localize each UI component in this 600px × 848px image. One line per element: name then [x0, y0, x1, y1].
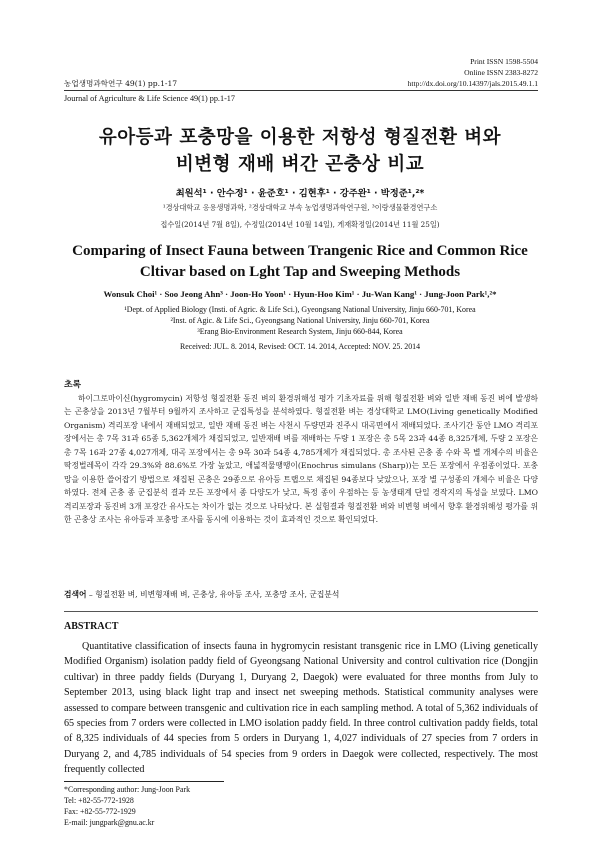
doi-link[interactable]: http://dx.doi.org/10.14397/jals.2015.49.1.1 [407, 79, 538, 88]
abstract-english-body: Quantitative classification of insects fauna in hygromycin resistant transgenic rice in LMO (Living genetically Modified Organism) isolation paddy field of Gyeongsang National University and control cultivation rice (Dongjin cultivar) in three paddy fields (Duryang 1, Duryang 2, Daegok) were evaluated for three months from July to September 2013, using black light trap and insect net sweeping methods. Statistical community analyses were assessed to compare between transgenic and cultivation rice in each sampling method. A total of 5,362 individuals of 65 species from 7 orders were collected in LMO isolation paddy field. In three control cultivation paddy fields, total of 8,325 individuals of 44 species from 5 orders in Duryang 1, 4,027 individuals of 27 species from 7 orders in Duryang 2, and 4,785 individuals of 54 species from 9 orders in Daegok were collected, respectively. The most frequently collected [64, 641, 538, 776]
online-issn: Online ISSN 2383-8272 [464, 68, 538, 77]
abstract-english-heading: ABSTRACT [64, 621, 119, 632]
affiliation-english-3: ³Erang Bio-Environment Research System, Jinju 660-844, Korea [197, 327, 403, 336]
section-divider [64, 611, 538, 612]
title-english-line2: Cltivar based on Lght Tap and Sweeping Methods [139, 264, 461, 280]
title-korean-line2: 비변형 재배 벼간 곤충상 비교 [175, 154, 425, 175]
keywords-korean-label: 검색어 [64, 590, 87, 599]
footnote-rule [64, 781, 224, 782]
corresponding-author: *Corresponding author: Jung-Joon Park [64, 785, 191, 794]
affiliations-korean: ¹경상대학교 응용생명과학, ²경상대학교 부속 농업생명과학연구원, ³이랑생물환경연구소 [162, 203, 438, 212]
journal-korean-citation: 농업생명과학연구 49(1) pp.1-17 [64, 79, 178, 88]
authors-english: Wonsuk Choi¹ · Soo Jeong Ahn³ · Joon-Ho Yoon¹ · Hyun-Hoo Kim¹ · Ju-Wan Kang¹ · Jung-Joon Park¹,²* [103, 289, 497, 299]
keywords-korean-text: – 형질전환 벼, 비변형재배 벼, 곤충상, 유아등 조사, 포충망 조사, 군집분석 [86, 590, 340, 599]
affiliation-english-2: ²Inst. of Agic. & Life Sci., Gyeongsang National University, Jinju 660-701, Korea [170, 316, 430, 325]
abstract-korean-heading: 초록 [64, 380, 81, 390]
dates-korean: 접수일(2014년 7월 8일), 수정일(2014년 10월 14일), 게재확정일(2014년 11월 25일) [160, 220, 440, 229]
title-korean-line1: 유아등과 포충망을 이용한 저항성 형질전환 벼와 [98, 127, 502, 148]
print-issn: Print ISSN 1598-5504 [470, 57, 538, 66]
footnote-email[interactable]: E-mail: jungpark@gnu.ac.kr [64, 818, 155, 827]
affiliation-english-1: ¹Dept. of Applied Biology (Insti. of Agric. & Life Sci.), Gyeongsang National University, Jinju 660-701, Korea [124, 305, 476, 314]
footnote-fax: Fax: +82-55-772-1929 [64, 807, 136, 816]
keywords-korean [64, 589, 538, 600]
authors-korean: 최원석¹ · 안수정¹ · 윤준호¹ · 김현후¹ · 강주완¹ · 박정준¹,²* [175, 188, 425, 199]
journal-english-citation: Journal of Agriculture & Life Science 49(1) pp.1-17 [64, 94, 235, 103]
dates-english: Received: JUL. 8. 2014, Revised: OCT. 14. 2014, Accepted: NOV. 25. 2014 [179, 342, 421, 351]
title-english-line1: Comparing of Insect Fauna between Trangenic Rice and Common Rice [72, 243, 528, 259]
footnote-tel: Tel: +82-55-772-1928 [64, 796, 134, 805]
header-rule [64, 90, 538, 91]
abstract-korean-body: 하이그로마이신(hygromycin) 저항성 형질전환 동진 벼의 환경위해성 평가 기초자료를 위해 형질전환 벼와 일반 재배 동진 벼에 발생하는 곤충상을 2013년 7월부터 9월까지 조사하고 군집특성을 분석하였다. 형질전환 벼는 경상대학교 LMO(Living genetically Modified Organism) 격리포장 내에서 재배되었고, 일반 재배 동진 벼는 사천시 두량면과 진주시 대곡면에서 재배되었다. 조사기간 동안 LMO 격리포장에서는 총 7목 31과 65종 5,362개체가 채집되었고, 일반재배 벼를 재배하는 두량 1 포장은 총 5목 23과 44종 8,325개체, 두량 2 포장은 총 7목 16과 27종 4,027개체, 대곡 포장에서는 총 9목 30과 54종 4,785개체가 채집되었다. 총 조사된 곤충 종 수와 목 별 개체수의 비율은 딱정벌레목이 각각 29.3%와 88.6%로 가장 높았고, 애넓적물땡땡이(Enochrus simulans (Sharp))는 모든 포장에서 우점종이었다. 포충망을 이용한 쓸어잡기 방법으로 채집된 곤충은 29종으로 유아등 트랩으로 채집된 94종보다 낮았으나, 포장 별 구성종의 개체수 비율은 다양하였다. 전체 곤충 종 군집분석 결과 모든 포장에서 종 다양도가 낮고, 특정 종이 우점하는 등 농생태계 단일 경작지의 특성을 보였다. LMO 격리포장과 동진벼 3개 포장간 유사도는 차이가 없는 것으로 나타났다. 본 실험결과 형질전환 벼와 비변형 벼에서 향후 환경위해성 평가를 위한 곤충상 조사는 유아등과 포충망 조사를 동시에 이용하는 것이 효과적인 것으로 확인되었다. [64, 394, 538, 525]
